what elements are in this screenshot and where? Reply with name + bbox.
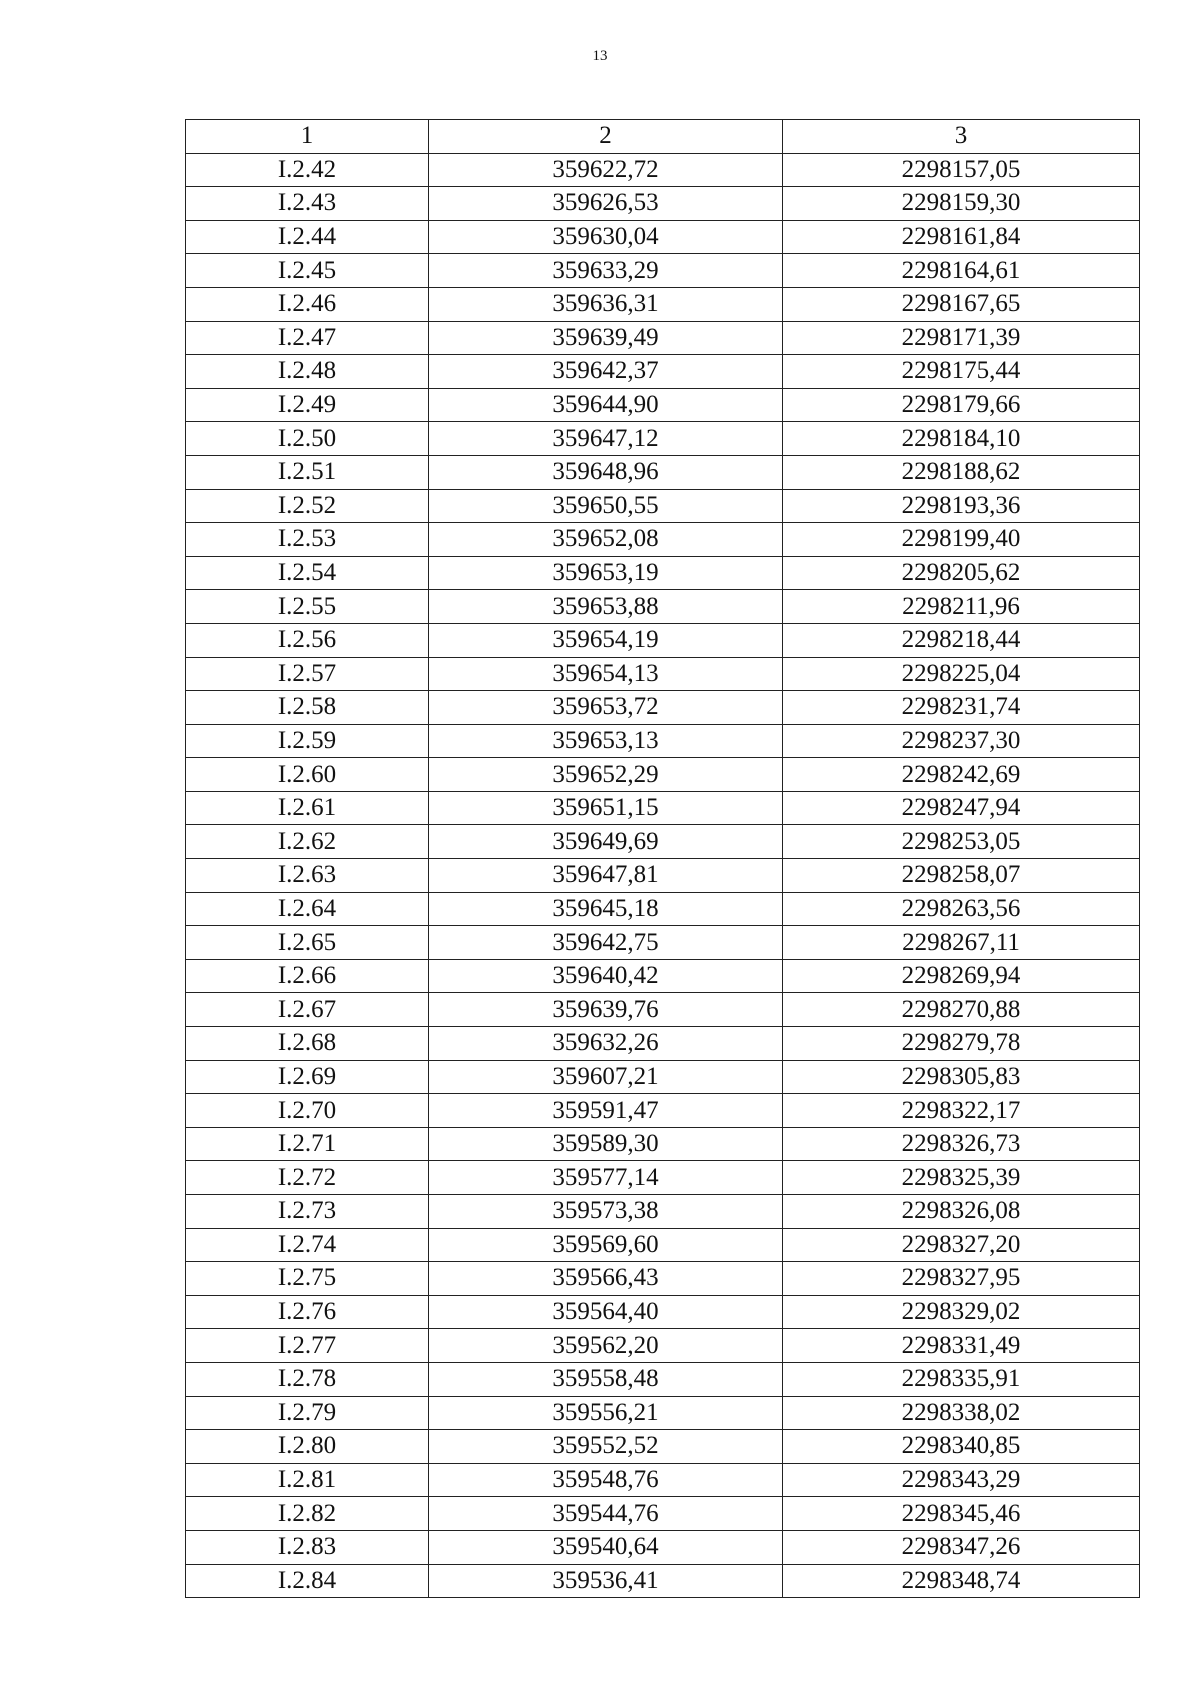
table-row [186, 926, 1140, 960]
x-coordinate-cell: 359552,52 [429, 1430, 783, 1464]
table-row [186, 1094, 1140, 1128]
table-row [186, 1262, 1140, 1296]
y-coordinate-cell: 2298199,40 [783, 523, 1140, 557]
y-coordinate-cell: 2298340,85 [783, 1430, 1140, 1464]
x-coordinate-cell: 359569,60 [429, 1228, 783, 1262]
point-id-cell: I.2.67 [186, 993, 429, 1027]
x-coordinate-cell: 359632,26 [429, 1027, 783, 1061]
table-row [186, 1530, 1140, 1564]
y-coordinate-cell: 2298179,66 [783, 388, 1140, 422]
y-coordinate-cell: 2298270,88 [783, 993, 1140, 1027]
table-row [186, 590, 1140, 624]
table-body [186, 153, 1140, 1598]
point-id-cell: I.2.76 [186, 1295, 429, 1329]
table-row [186, 1161, 1140, 1195]
point-id-cell: I.2.65 [186, 926, 429, 960]
table-row [186, 556, 1140, 590]
y-coordinate-cell: 2298167,65 [783, 287, 1140, 321]
point-id-cell: I.2.55 [186, 590, 429, 624]
table-row [186, 1497, 1140, 1531]
table-row [186, 623, 1140, 657]
x-coordinate-cell: 359639,49 [429, 321, 783, 355]
table-row [186, 1329, 1140, 1363]
x-coordinate-cell: 359642,37 [429, 355, 783, 389]
point-id-cell: I.2.46 [186, 287, 429, 321]
y-coordinate-cell: 2298193,36 [783, 489, 1140, 523]
y-coordinate-cell: 2298184,10 [783, 422, 1140, 456]
y-coordinate-cell: 2298218,44 [783, 623, 1140, 657]
x-coordinate-cell: 359564,40 [429, 1295, 783, 1329]
y-coordinate-cell: 2298327,95 [783, 1262, 1140, 1296]
x-coordinate-cell: 359536,41 [429, 1564, 783, 1598]
y-coordinate-cell: 2298171,39 [783, 321, 1140, 355]
y-coordinate-cell: 2298343,29 [783, 1463, 1140, 1497]
x-coordinate-cell: 359573,38 [429, 1195, 783, 1229]
point-id-cell: I.2.74 [186, 1228, 429, 1262]
table-row [186, 153, 1140, 187]
point-id-cell: I.2.56 [186, 623, 429, 657]
table-row [186, 388, 1140, 422]
point-id-cell: I.2.51 [186, 455, 429, 489]
point-id-cell: I.2.45 [186, 254, 429, 288]
point-id-cell: I.2.44 [186, 220, 429, 254]
y-coordinate-cell: 2298322,17 [783, 1094, 1140, 1128]
point-id-cell: I.2.77 [186, 1329, 429, 1363]
table-row [186, 220, 1140, 254]
y-coordinate-cell: 2298326,08 [783, 1195, 1140, 1229]
y-coordinate-cell: 2298263,56 [783, 892, 1140, 926]
table-row [186, 321, 1140, 355]
x-coordinate-cell: 359649,69 [429, 825, 783, 859]
table-row [186, 993, 1140, 1027]
x-coordinate-cell: 359648,96 [429, 455, 783, 489]
x-coordinate-cell: 359577,14 [429, 1161, 783, 1195]
point-id-cell: I.2.62 [186, 825, 429, 859]
x-coordinate-cell: 359654,13 [429, 657, 783, 691]
point-id-cell: I.2.52 [186, 489, 429, 523]
x-coordinate-cell: 359548,76 [429, 1463, 783, 1497]
y-coordinate-cell: 2298345,46 [783, 1497, 1140, 1531]
table-header-row [186, 120, 1140, 154]
x-coordinate-cell: 359589,30 [429, 1127, 783, 1161]
y-coordinate-cell: 2298157,05 [783, 153, 1140, 187]
table-row [186, 791, 1140, 825]
x-coordinate-cell: 359639,76 [429, 993, 783, 1027]
y-coordinate-cell: 2298267,11 [783, 926, 1140, 960]
table-row [186, 691, 1140, 725]
point-id-cell: I.2.60 [186, 758, 429, 792]
point-id-cell: I.2.50 [186, 422, 429, 456]
y-coordinate-cell: 2298237,30 [783, 724, 1140, 758]
point-id-cell: I.2.48 [186, 355, 429, 389]
x-coordinate-cell: 359630,04 [429, 220, 783, 254]
x-coordinate-cell: 359653,72 [429, 691, 783, 725]
table-row [186, 859, 1140, 893]
table-row [186, 657, 1140, 691]
point-id-cell: I.2.57 [186, 657, 429, 691]
x-coordinate-cell: 359653,13 [429, 724, 783, 758]
point-id-cell: I.2.64 [186, 892, 429, 926]
table-row [186, 1430, 1140, 1464]
y-coordinate-cell: 2298326,73 [783, 1127, 1140, 1161]
table-row [186, 825, 1140, 859]
y-coordinate-cell: 2298211,96 [783, 590, 1140, 624]
table-row [186, 1396, 1140, 1430]
table-row [186, 523, 1140, 557]
x-coordinate-cell: 359650,55 [429, 489, 783, 523]
table-row [186, 1127, 1140, 1161]
point-id-cell: I.2.81 [186, 1463, 429, 1497]
page-number: 13 [592, 48, 608, 64]
point-id-cell: I.2.69 [186, 1060, 429, 1094]
x-coordinate-cell: 359558,48 [429, 1362, 783, 1396]
y-coordinate-cell: 2298327,20 [783, 1228, 1140, 1262]
y-coordinate-cell: 2298247,94 [783, 791, 1140, 825]
table-row [186, 758, 1140, 792]
y-coordinate-cell: 2298325,39 [783, 1161, 1140, 1195]
y-coordinate-cell: 2298338,02 [783, 1396, 1140, 1430]
x-coordinate-cell: 359642,75 [429, 926, 783, 960]
x-coordinate-cell: 359640,42 [429, 959, 783, 993]
y-coordinate-cell: 2298164,61 [783, 254, 1140, 288]
x-coordinate-cell: 359653,88 [429, 590, 783, 624]
point-id-cell: I.2.72 [186, 1161, 429, 1195]
point-id-cell: I.2.73 [186, 1195, 429, 1229]
point-id-cell: I.2.82 [186, 1497, 429, 1531]
table-row [186, 422, 1140, 456]
y-coordinate-cell: 2298279,78 [783, 1027, 1140, 1061]
y-coordinate-cell: 2298329,02 [783, 1295, 1140, 1329]
coordinates-table [185, 119, 1140, 1598]
y-coordinate-cell: 2298347,26 [783, 1530, 1140, 1564]
y-coordinate-cell: 2298188,62 [783, 455, 1140, 489]
x-coordinate-cell: 359622,72 [429, 153, 783, 187]
point-id-cell: I.2.84 [186, 1564, 429, 1598]
y-coordinate-cell: 2298269,94 [783, 959, 1140, 993]
point-id-cell: I.2.43 [186, 187, 429, 221]
x-coordinate-cell: 359651,15 [429, 791, 783, 825]
x-coordinate-cell: 359540,64 [429, 1530, 783, 1564]
x-coordinate-cell: 359626,53 [429, 187, 783, 221]
point-id-cell: I.2.75 [186, 1262, 429, 1296]
x-coordinate-cell: 359654,19 [429, 623, 783, 657]
x-coordinate-cell: 359566,43 [429, 1262, 783, 1296]
table-row [186, 1564, 1140, 1598]
y-coordinate-cell: 2298258,07 [783, 859, 1140, 893]
column-header: 3 [783, 120, 1140, 154]
y-coordinate-cell: 2298242,69 [783, 758, 1140, 792]
point-id-cell: I.2.53 [186, 523, 429, 557]
point-id-cell: I.2.42 [186, 153, 429, 187]
table-row [186, 892, 1140, 926]
x-coordinate-cell: 359544,76 [429, 1497, 783, 1531]
column-header: 2 [429, 120, 783, 154]
point-id-cell: I.2.68 [186, 1027, 429, 1061]
table-row [186, 1027, 1140, 1061]
y-coordinate-cell: 2298175,44 [783, 355, 1140, 389]
table-row [186, 489, 1140, 523]
point-id-cell: I.2.63 [186, 859, 429, 893]
table-row [186, 1295, 1140, 1329]
x-coordinate-cell: 359652,29 [429, 758, 783, 792]
x-coordinate-cell: 359653,19 [429, 556, 783, 590]
point-id-cell: I.2.78 [186, 1362, 429, 1396]
table-row [186, 1060, 1140, 1094]
x-coordinate-cell: 359647,81 [429, 859, 783, 893]
x-coordinate-cell: 359591,47 [429, 1094, 783, 1128]
point-id-cell: I.2.71 [186, 1127, 429, 1161]
point-id-cell: I.2.66 [186, 959, 429, 993]
y-coordinate-cell: 2298253,05 [783, 825, 1140, 859]
x-coordinate-cell: 359647,12 [429, 422, 783, 456]
y-coordinate-cell: 2298231,74 [783, 691, 1140, 725]
column-header: 1 [186, 120, 429, 154]
table-row [186, 724, 1140, 758]
x-coordinate-cell: 359556,21 [429, 1396, 783, 1430]
point-id-cell: I.2.49 [186, 388, 429, 422]
point-id-cell: I.2.70 [186, 1094, 429, 1128]
point-id-cell: I.2.58 [186, 691, 429, 725]
table-row [186, 287, 1140, 321]
y-coordinate-cell: 2298161,84 [783, 220, 1140, 254]
x-coordinate-cell: 359652,08 [429, 523, 783, 557]
x-coordinate-cell: 359633,29 [429, 254, 783, 288]
y-coordinate-cell: 2298335,91 [783, 1362, 1140, 1396]
y-coordinate-cell: 2298159,30 [783, 187, 1140, 221]
x-coordinate-cell: 359562,20 [429, 1329, 783, 1363]
table-row [186, 1362, 1140, 1396]
table-row [186, 455, 1140, 489]
y-coordinate-cell: 2298205,62 [783, 556, 1140, 590]
point-id-cell: I.2.59 [186, 724, 429, 758]
table-row [186, 355, 1140, 389]
table-row [186, 187, 1140, 221]
x-coordinate-cell: 359644,90 [429, 388, 783, 422]
x-coordinate-cell: 359607,21 [429, 1060, 783, 1094]
point-id-cell: I.2.79 [186, 1396, 429, 1430]
table-row [186, 254, 1140, 288]
point-id-cell: I.2.83 [186, 1530, 429, 1564]
x-coordinate-cell: 359645,18 [429, 892, 783, 926]
point-id-cell: I.2.80 [186, 1430, 429, 1464]
point-id-cell: I.2.61 [186, 791, 429, 825]
table-row [186, 959, 1140, 993]
point-id-cell: I.2.47 [186, 321, 429, 355]
table-row [186, 1228, 1140, 1262]
x-coordinate-cell: 359636,31 [429, 287, 783, 321]
y-coordinate-cell: 2298225,04 [783, 657, 1140, 691]
y-coordinate-cell: 2298305,83 [783, 1060, 1140, 1094]
y-coordinate-cell: 2298348,74 [783, 1564, 1140, 1598]
point-id-cell: I.2.54 [186, 556, 429, 590]
y-coordinate-cell: 2298331,49 [783, 1329, 1140, 1363]
table-row [186, 1195, 1140, 1229]
table-row [186, 1463, 1140, 1497]
